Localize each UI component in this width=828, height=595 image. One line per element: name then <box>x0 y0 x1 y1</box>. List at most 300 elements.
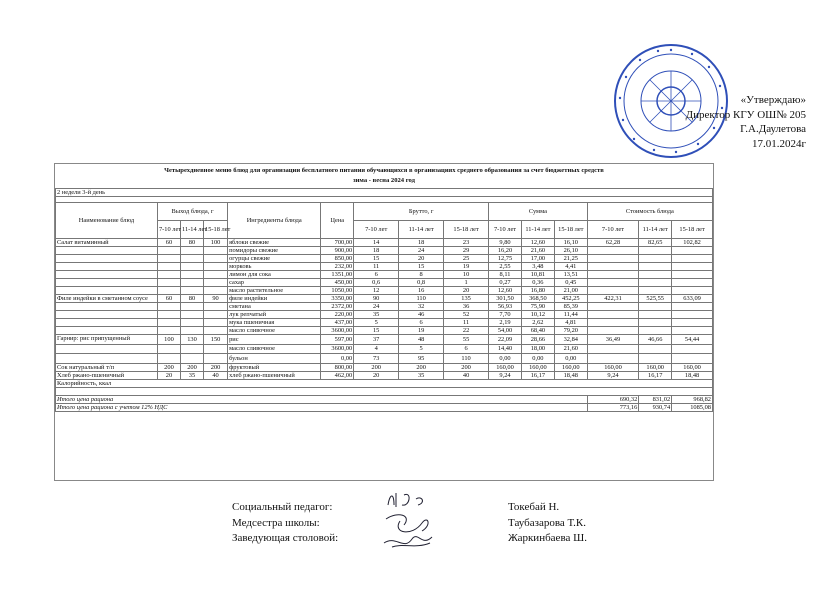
cell-o1 <box>157 263 180 271</box>
cell-b3: 19 <box>444 263 489 271</box>
cell-c3 <box>672 271 713 279</box>
cell-s2: 368,50 <box>521 295 554 303</box>
cell-s1: 2,19 <box>489 319 522 327</box>
cell-s2: 10,12 <box>521 311 554 319</box>
header-gross: Брутто, г <box>354 203 489 221</box>
document-subtitle: зима - весна 2024 год <box>352 177 416 184</box>
cell-dish <box>56 327 158 335</box>
cell-dish: Филе индейки в сметанном соусе <box>56 295 158 303</box>
cell-o1 <box>157 287 180 295</box>
cell-o3 <box>204 327 228 335</box>
cell-b3: 40 <box>444 371 489 379</box>
cell-c1: 422,31 <box>587 295 639 303</box>
header-output-age3: 15-18 лет <box>204 221 228 239</box>
cell-c3: 18,48 <box>672 371 713 379</box>
cell-price: 1050,00 <box>321 287 354 295</box>
cell-b3: 110 <box>444 354 489 364</box>
cell-s2: 75,90 <box>521 303 554 311</box>
cell-price: 597,00 <box>321 335 354 345</box>
cell-c1 <box>587 255 639 263</box>
cell-c2 <box>639 255 672 263</box>
cell-b1: 4 <box>354 344 399 354</box>
cell-s2: 28,66 <box>521 335 554 345</box>
approval-director-name: Г.А.Даулетова <box>740 123 806 135</box>
week-row <box>56 189 713 197</box>
cell-o3 <box>204 263 228 271</box>
table-row <box>56 363 713 371</box>
cell-o3: 150 <box>204 335 228 345</box>
cell-b1: 0,6 <box>354 279 399 287</box>
cell-o2 <box>180 319 203 327</box>
cell-ing: сметана <box>228 303 321 311</box>
cell-s2: 10,81 <box>521 271 554 279</box>
table-row <box>56 263 713 271</box>
cell-o1 <box>157 354 180 364</box>
cell-b2: 48 <box>399 335 444 345</box>
cell-c2: 16,17 <box>639 371 672 379</box>
cell-b1: 73 <box>354 354 399 364</box>
cell-c1: 9,24 <box>587 371 639 379</box>
cell-o3 <box>204 354 228 364</box>
cell-s3: 0,45 <box>554 279 587 287</box>
cell-c3: 160,00 <box>672 363 713 371</box>
cell-b3: 36 <box>444 303 489 311</box>
cell-b3: 200 <box>444 363 489 371</box>
cell-dish <box>56 247 158 255</box>
cell-c2 <box>639 311 672 319</box>
cell-s1: 301,50 <box>489 295 522 303</box>
cell-ing: сахар <box>228 279 321 287</box>
signature-row <box>232 500 632 516</box>
cell-c2: 82,65 <box>639 239 672 247</box>
table-row <box>56 335 713 345</box>
cell-ing: масло сливочное <box>228 327 321 335</box>
document-title: Четырехдневное меню блюд для организации бесплатного питания обучающихся в организациях среднего образования за счет бюджетных средств <box>164 167 604 174</box>
cell-price: 900,00 <box>321 247 354 255</box>
cell-c2 <box>639 344 672 354</box>
header-sum-age3: 15-18 лет <box>554 221 587 239</box>
cell-c3 <box>672 287 713 295</box>
cell-c1 <box>587 287 639 295</box>
cell-o3: 200 <box>204 363 228 371</box>
table-row <box>56 239 713 247</box>
total-vat-age2: 930,74 <box>639 403 672 411</box>
menu-table <box>55 188 713 412</box>
cell-c1 <box>587 311 639 319</box>
cell-o1: 100 <box>157 335 180 345</box>
cell-b2: 20 <box>399 255 444 263</box>
approval-position: Директор КГУ ОШ№ 205 <box>685 108 806 121</box>
table-row <box>56 303 713 311</box>
cell-s3: 452,25 <box>554 295 587 303</box>
cell-o3: 90 <box>204 295 228 303</box>
cell-dish <box>56 271 158 279</box>
signature-name: Таубазарова Т.К. <box>508 516 586 529</box>
cell-b1: 15 <box>354 327 399 335</box>
cell-o2 <box>180 344 203 354</box>
cell-b1: 14 <box>354 239 399 247</box>
cell-dish: Хлеб ржано-пшеничный <box>56 371 158 379</box>
cell-dish <box>56 263 158 271</box>
cell-o2: 130 <box>180 335 203 345</box>
cell-c1 <box>587 247 639 255</box>
cell-c1: 36,49 <box>587 335 639 345</box>
cell-s1: 54,00 <box>489 327 522 335</box>
total-vat-age3: 1085,08 <box>672 403 713 411</box>
cell-s3: 16,10 <box>554 239 587 247</box>
cell-o1 <box>157 247 180 255</box>
cell-o1: 20 <box>157 371 180 379</box>
cell-b1: 37 <box>354 335 399 345</box>
cell-c1: 160,00 <box>587 363 639 371</box>
signature-role: Медсестра школы: <box>232 516 320 529</box>
table-row <box>56 279 713 287</box>
cell-o1: 200 <box>157 363 180 371</box>
cell-dish <box>56 311 158 319</box>
cell-c3 <box>672 344 713 354</box>
total-label: Итого цена рациона <box>56 395 588 403</box>
cell-b2: 8 <box>399 271 444 279</box>
cell-s2: 0,36 <box>521 279 554 287</box>
cell-b2: 5 <box>399 344 444 354</box>
cell-c3: 102,82 <box>672 239 713 247</box>
cell-o3 <box>204 271 228 279</box>
cell-s1: 160,00 <box>489 363 522 371</box>
total-row <box>56 395 713 403</box>
cell-s1: 0,27 <box>489 279 522 287</box>
cell-c1 <box>587 327 639 335</box>
cell-ing: рис <box>228 335 321 345</box>
cell-ing: бульон <box>228 354 321 364</box>
cell-price: 1351,00 <box>321 271 354 279</box>
cell-dish: Сок натуральный т/п <box>56 363 158 371</box>
cell-o2: 200 <box>180 363 203 371</box>
cell-price: 700,00 <box>321 239 354 247</box>
cell-o1 <box>157 271 180 279</box>
cell-b1: 5 <box>354 319 399 327</box>
cell-b1: 18 <box>354 247 399 255</box>
cell-price: 437,00 <box>321 319 354 327</box>
cell-ing: хлеб ржано-пшеничный <box>228 371 321 379</box>
total-vat-age1: 773,16 <box>587 403 639 411</box>
cell-c3: 633,09 <box>672 295 713 303</box>
cell-s3: 32,84 <box>554 335 587 345</box>
cell-b2: 35 <box>399 371 444 379</box>
cell-c2 <box>639 279 672 287</box>
cell-c3 <box>672 263 713 271</box>
cell-s3: 79,20 <box>554 327 587 335</box>
header-ingredients: Ингредиенты блюда <box>228 203 321 239</box>
table-row <box>56 287 713 295</box>
cell-ing: филе индейки <box>228 295 321 303</box>
cell-s1: 56,93 <box>489 303 522 311</box>
calories-row <box>56 379 713 387</box>
cell-b2: 15 <box>399 263 444 271</box>
header-gross-age2: 11-14 лет <box>399 221 444 239</box>
cell-o1 <box>157 279 180 287</box>
cell-dish <box>56 354 158 364</box>
cell-s1: 9,24 <box>489 371 522 379</box>
menu-document <box>54 163 714 481</box>
header-gross-age1: 7-10 лет <box>354 221 399 239</box>
signatures-block <box>232 500 632 547</box>
approval-block <box>686 93 806 151</box>
cell-b3: 52 <box>444 311 489 319</box>
cell-s1: 0,00 <box>489 354 522 364</box>
cell-s2: 12,60 <box>521 239 554 247</box>
cell-c2 <box>639 247 672 255</box>
cell-price: 462,00 <box>321 371 354 379</box>
cell-dish <box>56 287 158 295</box>
header-price: Цена <box>321 203 354 239</box>
cell-o2 <box>180 263 203 271</box>
cell-s2: 160,00 <box>521 363 554 371</box>
cell-b1: 11 <box>354 263 399 271</box>
cell-s2: 21,60 <box>521 247 554 255</box>
cell-price: 450,00 <box>321 279 354 287</box>
cell-s2: 18,00 <box>521 344 554 354</box>
cell-s3: 160,00 <box>554 363 587 371</box>
cell-c2 <box>639 287 672 295</box>
cell-c3 <box>672 303 713 311</box>
cell-s3: 21,00 <box>554 287 587 295</box>
total-vat-label: Итого цена рациона с учетом 12% НДС <box>56 403 588 411</box>
cell-o1 <box>157 303 180 311</box>
cell-ing: мука пшеничная <box>228 319 321 327</box>
cell-dish: Салат витаминный <box>56 239 158 247</box>
week-label: 2 недели 3-й день <box>56 189 713 197</box>
cell-c3 <box>672 327 713 335</box>
menu-table-body <box>56 239 713 380</box>
cell-o1 <box>157 327 180 335</box>
signature-name: Жаркинбаева Ш. <box>508 532 587 544</box>
cell-price: 3350,00 <box>321 295 354 303</box>
cell-o3 <box>204 255 228 263</box>
cell-price: 850,00 <box>321 255 354 263</box>
cell-c3 <box>672 255 713 263</box>
cell-o2 <box>180 247 203 255</box>
cell-c3 <box>672 279 713 287</box>
cell-dish <box>56 344 158 354</box>
cell-o1 <box>157 311 180 319</box>
cell-dish <box>56 255 158 263</box>
cell-ing: фруктовый <box>228 363 321 371</box>
cell-c1 <box>587 303 639 311</box>
cell-c3 <box>672 311 713 319</box>
table-row <box>56 371 713 379</box>
cell-price: 3600,00 <box>321 327 354 335</box>
cell-s3: 4,81 <box>554 319 587 327</box>
cell-s2: 2,62 <box>521 319 554 327</box>
cell-s2: 16,80 <box>521 287 554 295</box>
cell-c1 <box>587 344 639 354</box>
cell-s3: 11,44 <box>554 311 587 319</box>
cell-o2 <box>180 287 203 295</box>
cell-c3 <box>672 354 713 364</box>
cell-c3 <box>672 247 713 255</box>
cell-dish <box>56 319 158 327</box>
cell-dish: Гарнир: рис припущенный <box>56 335 158 345</box>
cell-o3 <box>204 344 228 354</box>
cell-b2: 19 <box>399 327 444 335</box>
cell-s1: 2,55 <box>489 263 522 271</box>
cell-s3: 21,60 <box>554 344 587 354</box>
signature-row <box>232 516 632 532</box>
total-age1: 690,32 <box>587 395 639 403</box>
cell-price: 800,00 <box>321 363 354 371</box>
cell-b3: 11 <box>444 319 489 327</box>
table-row <box>56 247 713 255</box>
cell-b3: 29 <box>444 247 489 255</box>
cell-s3: 4,41 <box>554 263 587 271</box>
cell-c1 <box>587 263 639 271</box>
cell-s1: 14,40 <box>489 344 522 354</box>
cell-o3 <box>204 319 228 327</box>
cell-c1 <box>587 279 639 287</box>
cell-b1: 90 <box>354 295 399 303</box>
cell-ing: лимон для сока <box>228 271 321 279</box>
cell-c1 <box>587 319 639 327</box>
spacer-row-2 <box>56 387 713 395</box>
cell-s3: 85,39 <box>554 303 587 311</box>
cell-price: 3600,00 <box>321 344 354 354</box>
cell-c2 <box>639 263 672 271</box>
cell-dish <box>56 303 158 311</box>
cell-c2: 160,00 <box>639 363 672 371</box>
cell-s1: 12,75 <box>489 255 522 263</box>
cell-c1 <box>587 354 639 364</box>
cell-b1: 12 <box>354 287 399 295</box>
cell-s2: 16,17 <box>521 371 554 379</box>
cell-c2: 525,55 <box>639 295 672 303</box>
header-cost-age3: 15-18 лет <box>672 221 713 239</box>
cell-s1: 16,20 <box>489 247 522 255</box>
cell-s1: 9,80 <box>489 239 522 247</box>
cell-c2 <box>639 319 672 327</box>
cell-ing: помидоры свежие <box>228 247 321 255</box>
cell-o1 <box>157 255 180 263</box>
table-row <box>56 344 713 354</box>
cell-b1: 24 <box>354 303 399 311</box>
cell-o2 <box>180 354 203 364</box>
cell-price: 220,00 <box>321 311 354 319</box>
cell-b1: 6 <box>354 271 399 279</box>
header-cost-age2: 11-14 лет <box>639 221 672 239</box>
cell-c1 <box>587 271 639 279</box>
signature-role: Социальный педагог: <box>232 501 333 513</box>
cell-o2 <box>180 255 203 263</box>
cell-b3: 25 <box>444 255 489 263</box>
cell-dish <box>56 279 158 287</box>
cell-s1: 12,60 <box>489 287 522 295</box>
cell-b3: 1 <box>444 279 489 287</box>
total-age2: 831,02 <box>639 395 672 403</box>
cell-b2: 110 <box>399 295 444 303</box>
cell-o1: 60 <box>157 295 180 303</box>
cell-b2: 18 <box>399 239 444 247</box>
cell-s1: 22,09 <box>489 335 522 345</box>
cell-c1: 62,28 <box>587 239 639 247</box>
cell-o2: 35 <box>180 371 203 379</box>
cell-c2 <box>639 354 672 364</box>
header-output: Выход блюда, г <box>157 203 227 221</box>
header-row-1 <box>56 203 713 221</box>
cell-c3 <box>672 319 713 327</box>
cell-o2: 80 <box>180 239 203 247</box>
cell-b3: 20 <box>444 287 489 295</box>
cell-ing: масло растительное <box>228 287 321 295</box>
cell-o3 <box>204 303 228 311</box>
cell-s1: 7,70 <box>489 311 522 319</box>
cell-b3: 6 <box>444 344 489 354</box>
cell-price: 2372,00 <box>321 303 354 311</box>
cell-o2 <box>180 311 203 319</box>
cell-s3: 21,25 <box>554 255 587 263</box>
cell-s3: 0,00 <box>554 354 587 364</box>
cell-o3 <box>204 247 228 255</box>
cell-b2: 200 <box>399 363 444 371</box>
cell-b2: 6 <box>399 319 444 327</box>
cell-o2 <box>180 303 203 311</box>
cell-s3: 13,51 <box>554 271 587 279</box>
cell-b2: 0,8 <box>399 279 444 287</box>
signature-role: Заведующая столовой: <box>232 532 339 544</box>
cell-b1: 200 <box>354 363 399 371</box>
cell-s2: 3,48 <box>521 263 554 271</box>
cell-s2: 0,00 <box>521 354 554 364</box>
cell-o2: 80 <box>180 295 203 303</box>
cell-b2: 46 <box>399 311 444 319</box>
calories-label: Калорийность, ккал <box>56 379 713 387</box>
cell-s2: 68,40 <box>521 327 554 335</box>
header-dish: Наименование блюд <box>56 203 158 239</box>
cell-s1: 8,11 <box>489 271 522 279</box>
table-row <box>56 271 713 279</box>
header-sum: Сумма <box>489 203 588 221</box>
table-row <box>56 354 713 364</box>
table-row <box>56 295 713 303</box>
cell-o3: 100 <box>204 239 228 247</box>
cell-b3: 55 <box>444 335 489 345</box>
cell-b1: 20 <box>354 371 399 379</box>
cell-c2 <box>639 327 672 335</box>
total-vat-row <box>56 403 713 411</box>
cell-c3: 54,44 <box>672 335 713 345</box>
cell-ing: морковь <box>228 263 321 271</box>
header-cost: Стоимость блюда <box>587 203 712 221</box>
cell-ing: масло сливочное <box>228 344 321 354</box>
table-row <box>56 327 713 335</box>
cell-b3: 22 <box>444 327 489 335</box>
header-cost-age1: 7-10 лет <box>587 221 639 239</box>
cell-price: 232,00 <box>321 263 354 271</box>
header-sum-age2: 11-14 лет <box>521 221 554 239</box>
cell-c2 <box>639 271 672 279</box>
cell-b3: 10 <box>444 271 489 279</box>
cell-ing: яблоки свежие <box>228 239 321 247</box>
signature-row <box>232 531 632 547</box>
cell-s3: 18,48 <box>554 371 587 379</box>
cell-c2: 46,66 <box>639 335 672 345</box>
cell-b2: 24 <box>399 247 444 255</box>
table-row <box>56 255 713 263</box>
cell-b1: 35 <box>354 311 399 319</box>
header-output-age1: 7-10 лет <box>157 221 180 239</box>
cell-b1: 15 <box>354 255 399 263</box>
cell-b3: 135 <box>444 295 489 303</box>
cell-o1 <box>157 319 180 327</box>
cell-o2 <box>180 279 203 287</box>
